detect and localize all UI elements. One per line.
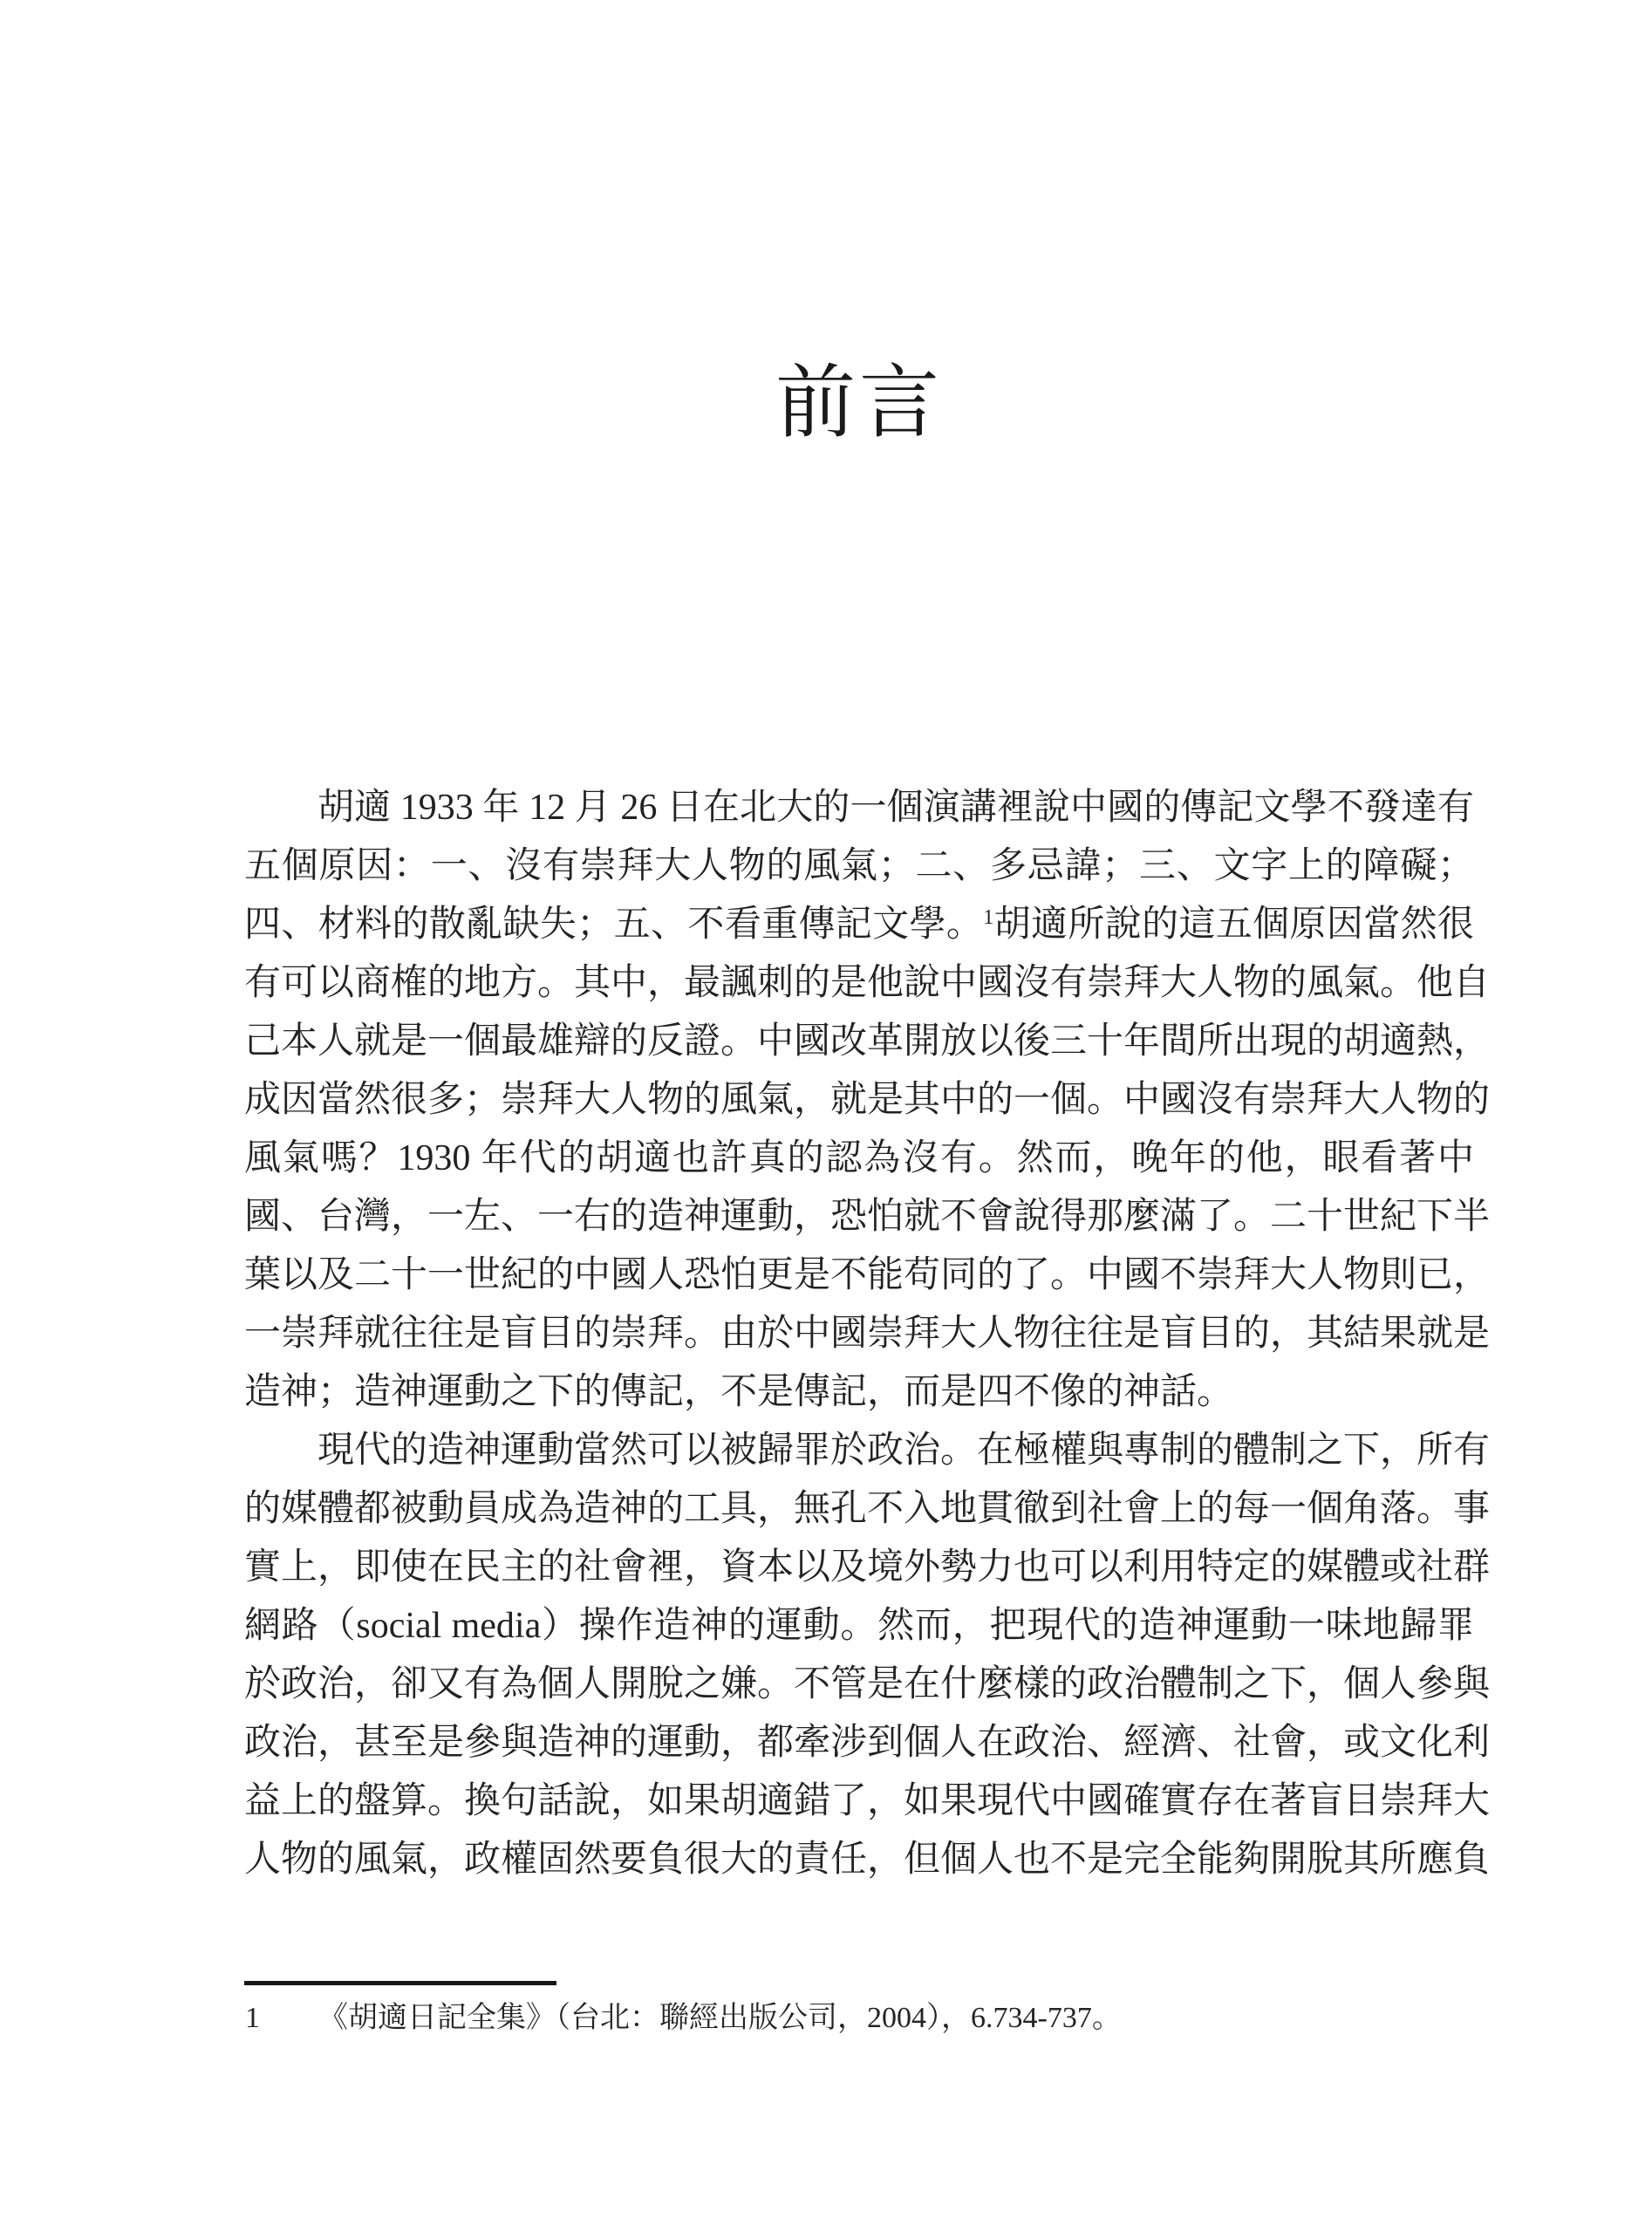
chapter-title: 前言 — [775, 358, 943, 447]
text-line: 國、台灣，一左、一右的造神運動，恐怕就不會說得那麼滿了。二十世紀下半 — [244, 1197, 1491, 1237]
text-segment: 胡適所說的這五個原因當然很 — [993, 905, 1474, 945]
text-line: 於政治，卻又有為個人開脫之嫌。不管是在什麼樣的政治體制之下，個人參與 — [244, 1664, 1491, 1704]
text-line: 現代的造神運動當然可以被歸罪於政治。在極權與專制的體制之下，所有 — [317, 1431, 1491, 1471]
text-line: 五個原因：一、沒有崇拜大人物的風氣；二、多忌諱；三、文字上的障礙； — [244, 846, 1474, 886]
paragraph — [244, 779, 1491, 1422]
text-line: 實上，即使在民主的社會裡，資本以及境外勢力也可以利用特定的媒體或社群 — [244, 1547, 1491, 1588]
footnote — [245, 1996, 1475, 2041]
text-line: 造神；造神運動之下的傳記，不是傳記，而是四不像的神話。 — [244, 1372, 1234, 1412]
text-line: 一崇拜就往往是盲目的崇拜。由於中國崇拜大人物往往是盲目的，其結果就是 — [244, 1314, 1491, 1354]
footnote-separator-rule — [244, 1981, 556, 1985]
text-line: 己本人就是一個最雄辯的反證。中國改革開放以後三十年間所出現的胡適熱， — [244, 1021, 1491, 1062]
text-line: 胡適 1933 年 12 月 26 日在北大的一個演講裡說中國的傳記文學不發達有 — [317, 788, 1474, 828]
text-line — [244, 896, 1474, 954]
footnote-reference: 1 — [983, 906, 994, 929]
text-line: 成因當然很多；崇拜大人物的風氣，就是其中的一個。中國沒有崇拜大人物的 — [244, 1080, 1491, 1120]
text-line: 政治，甚至是參與造神的運動，都牽涉到個人在政治、經濟、社會，或文化利 — [244, 1723, 1491, 1763]
footnote-marker: 1 — [245, 2002, 260, 2034]
text-line: 人物的風氣，政權固然要負很大的責任，但個人也不是完全能夠開脫其所應負 — [244, 1840, 1491, 1880]
footnote-text: 《胡適日記全集》（台北：聯經出版公司，2004），6.734-737。 — [318, 2002, 1122, 2034]
text-segment: 四、材料的散亂缺失；五、不看重傳記文學。 — [244, 905, 984, 945]
text-line: 網路（social media）操作造神的運動。然而，把現代的造神運動一味地歸罪 — [244, 1606, 1474, 1646]
text-line: 益上的盤算。換句話說，如果胡適錯了，如果現代中國確實存在著盲目崇拜大 — [244, 1781, 1491, 1821]
body-text — [244, 779, 1491, 1889]
text-line: 風氣嗎？1930 年代的胡適也許真的認為沒有。然而，晚年的他，眼看著中 — [244, 1138, 1474, 1178]
text-line: 葉以及二十一世紀的中國人恐怕更是不能苟同的了。中國不崇拜大人物則已， — [244, 1255, 1491, 1295]
text-line: 的媒體都被動員成為造神的工具，無孔不入地貫徹到社會上的每一個角落。事 — [244, 1489, 1491, 1529]
text-line: 有可以商榷的地方。其中，最諷刺的是他說中國沒有崇拜大人物的風氣。他自 — [244, 963, 1491, 1003]
paragraph — [244, 1422, 1491, 1889]
